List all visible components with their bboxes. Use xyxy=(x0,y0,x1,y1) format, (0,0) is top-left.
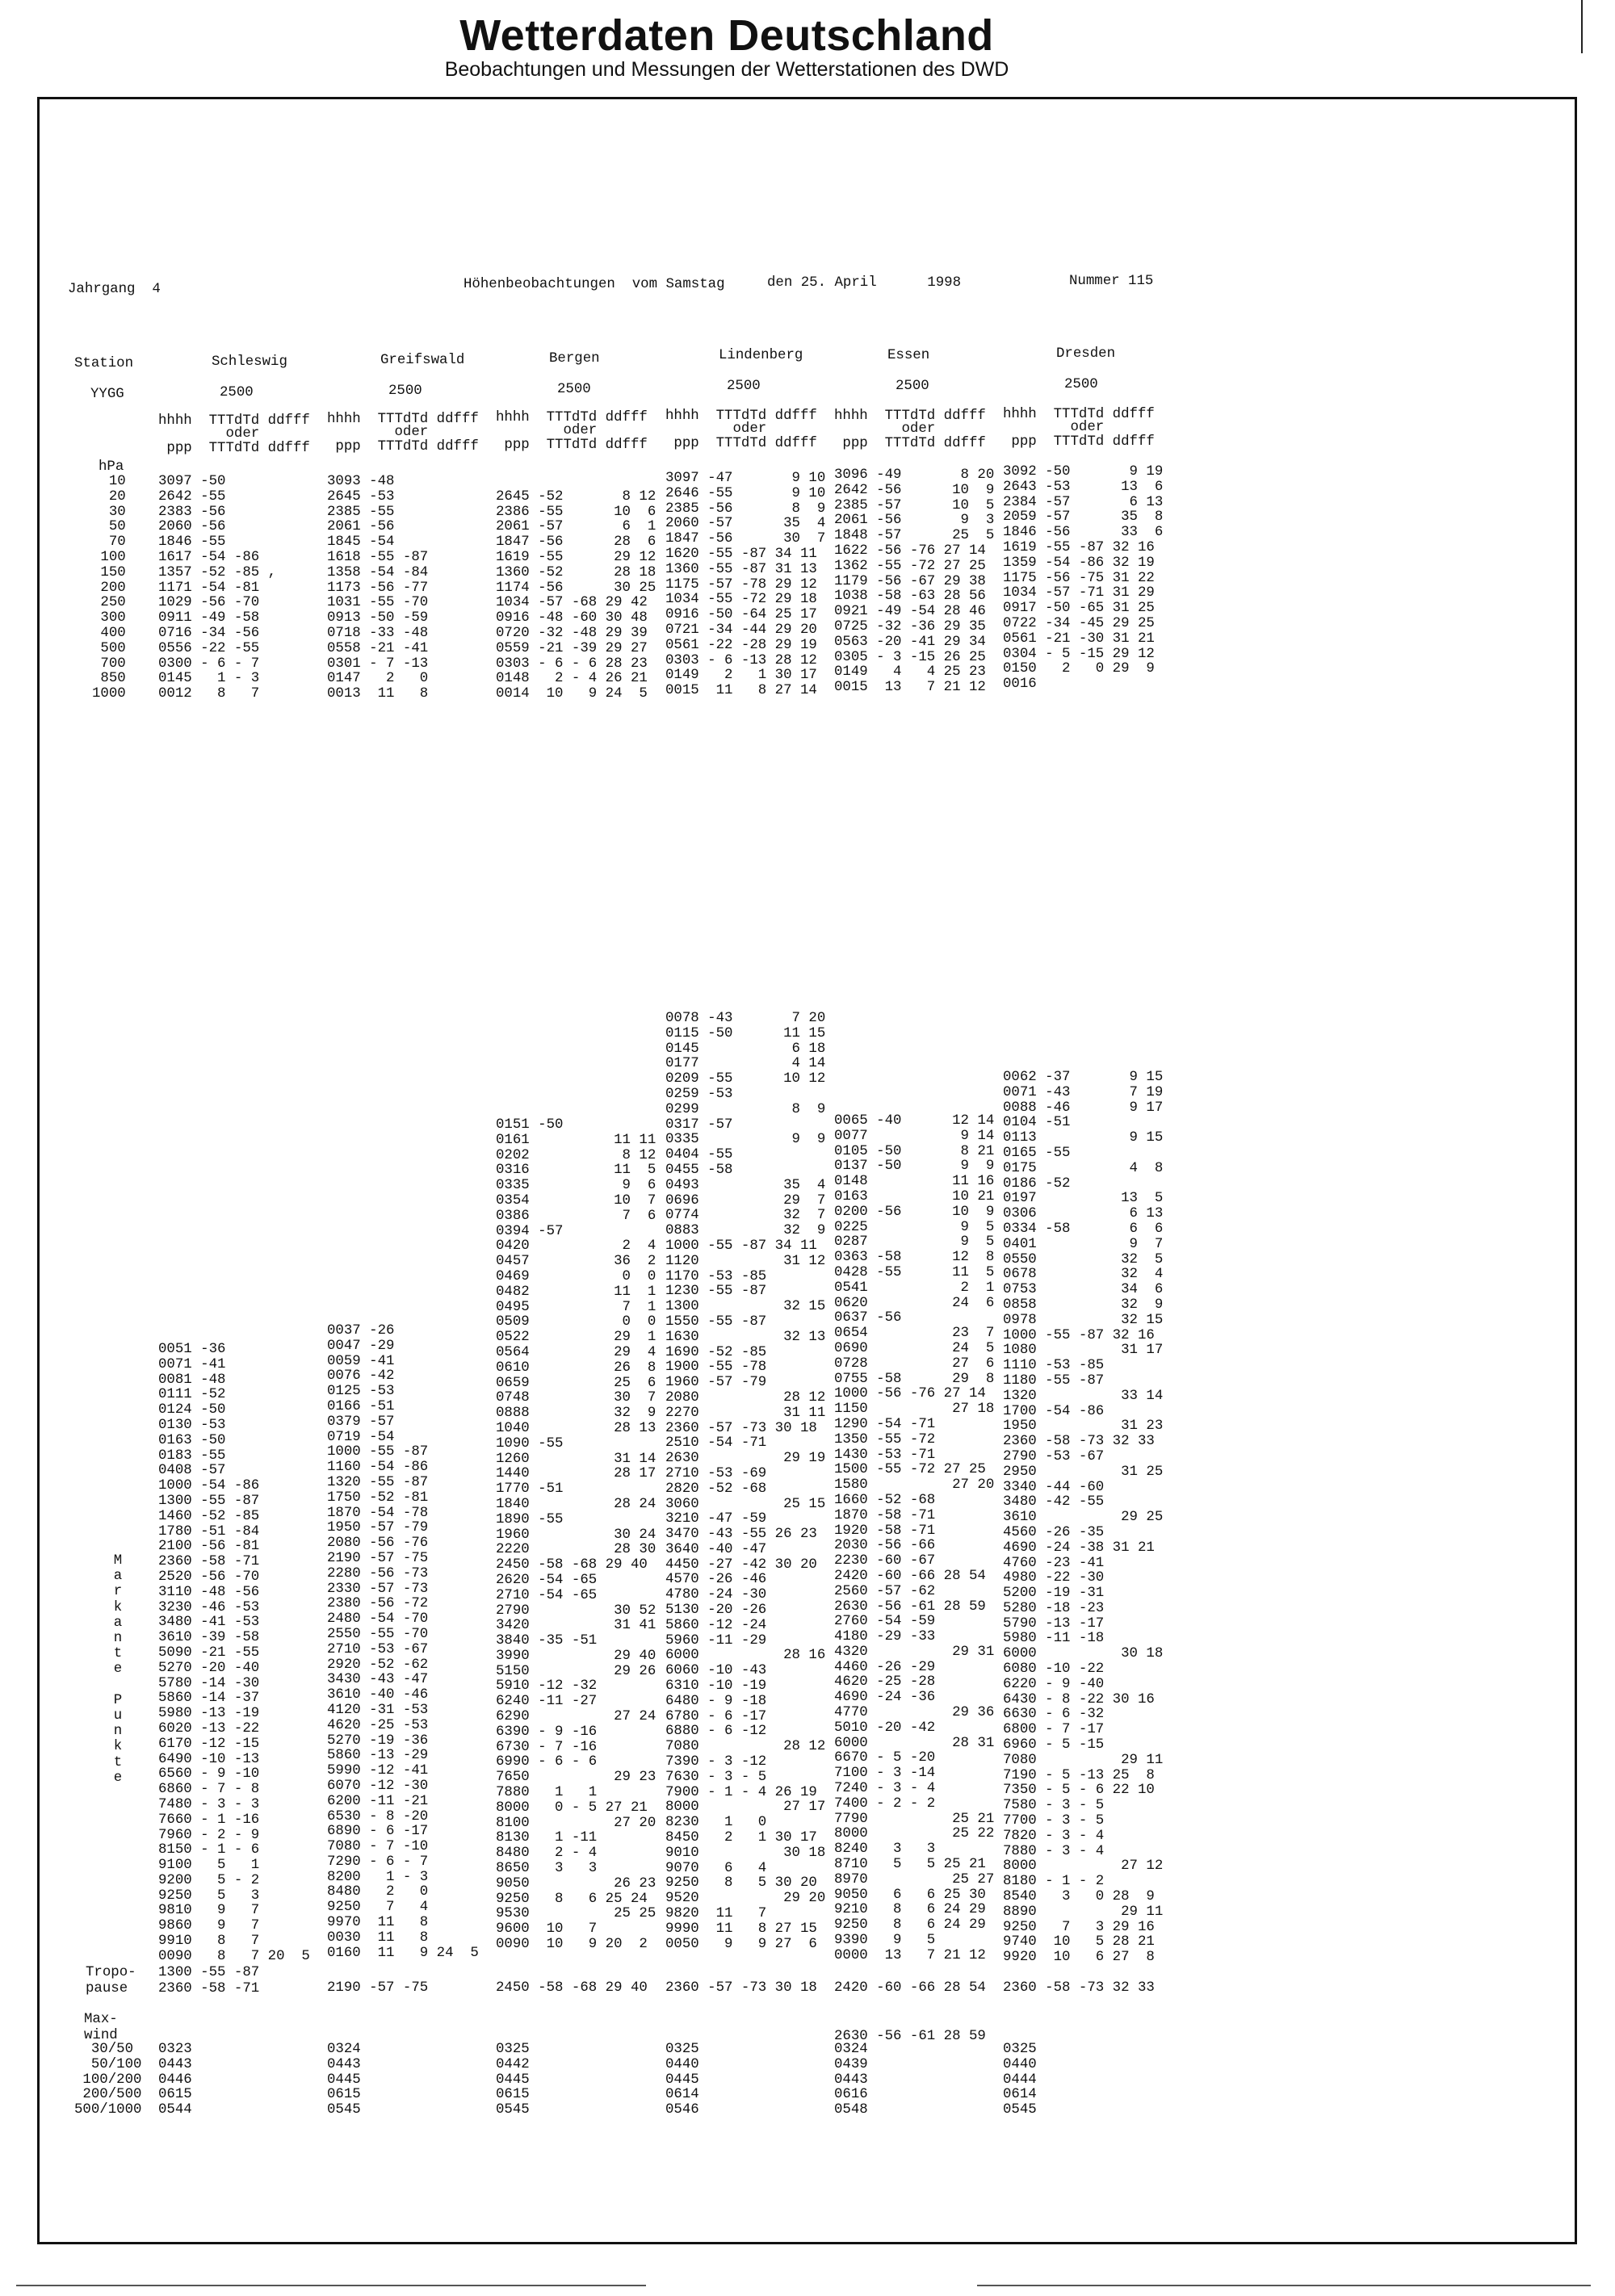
scan-edge-mark xyxy=(977,2285,1591,2286)
jahrgang-label: Jahrgang 4 xyxy=(68,282,161,297)
significant-points-letter: k xyxy=(113,1739,123,1755)
station-name: Lindenberg xyxy=(719,348,803,363)
column-header-ppp: ppp TTTdTd ddfff xyxy=(834,436,986,451)
significant-points-letter: n xyxy=(113,1724,123,1740)
station-name: Essen xyxy=(887,348,930,363)
maxwind-levels: 30/50 50/100 100/200 200/500 500/1000 xyxy=(74,2042,142,2118)
column-header-ppp: ppp TTTdTd ddfff xyxy=(1003,434,1155,450)
significant-points-letter: t xyxy=(113,1754,123,1770)
significant-points-letter: k xyxy=(113,1599,123,1615)
significant-points-block: 0051 -36 0071 -41 0081 -48 0111 -52 0124 -50 0130 -53 0163 -50 0183 -55 0408 -57 1000 -54 -86 1300 -55 -87 1460 -52 -85 1780 -51 -84 2100 -56 -81 2360 -58 -71 2520 -56 -70 3110 -48 -56 3230 -46 -53 3480 -41 -53 3610 -39 -58 5090 -21 -55 5270 -20 -40 5780 -14 -30 5860 -14 -37 5980 -13 -19 6020 -13 -22 6170 -12 -15 6490 -10 -13 6560 - 9 -10 6860 - 7 - 8 7480 - 3 - 3 7660 - 1 -16 7960 - 2 - 9 8150 - 1 - 6 9100 5 1 9200 5 - 2 9250 5 3 9810 9 7 9860 9 7 9910 8 7 0090 8 7 20 5 xyxy=(158,1342,310,1964)
maxwind-label: Max- wind xyxy=(84,2012,118,2043)
station-yygg: 2500 xyxy=(896,379,929,394)
column-header-hhhh: hhhh TTTdTd ddfff xyxy=(834,409,986,424)
issue-number: Nummer 115 xyxy=(1069,274,1154,289)
significant-points-letter: e xyxy=(113,1661,123,1678)
column-header-hhhh: hhhh TTTdTd ddfff xyxy=(327,412,479,427)
station-name: Bergen xyxy=(549,351,600,367)
maxwind-values: 0325 0442 0445 0615 0545 xyxy=(496,2042,530,2118)
column-header-hhhh: hhhh TTTdTd ddfff xyxy=(158,413,310,429)
column-header-oder: oder xyxy=(496,423,598,438)
column-header-oder: oder xyxy=(834,421,936,437)
tropopause-values: 2420 -60 -66 28 54 2630 -56 -61 28 59 xyxy=(834,1980,986,2044)
station-name: Greifswald xyxy=(380,353,465,368)
maxwind-values: 0324 0443 0445 0615 0545 xyxy=(327,2042,361,2118)
column-header-hhhh: hhhh TTTdTd ddfff xyxy=(665,409,817,424)
station-yygg: 2500 xyxy=(1064,377,1098,392)
column-header-ppp: ppp TTTdTd ddfff xyxy=(327,439,479,455)
station-yygg: 2500 xyxy=(388,383,422,399)
corner-mark xyxy=(1581,0,1583,53)
significant-points-block: 0037 -26 0047 -29 0059 -41 0076 -42 0125 -53 0166 -51 0379 -57 0719 -54 1000 -55 -87 1160 -54 -86 1320 -55 -87 1750 -52 -81 1870 -54 -78 1950 -57 -79 2080 -56 -76 2190 -57 -75 2280 -56 -73 2330 -57 -73 2380 -56 -72 2480 -54 -70 2550 -55 -70 2710 -53 -67 2920 -52 -62 3430 -43 -47 3610 -40 -46 4120 -31 -53 4620 -25 -53 5270 -19 -36 5860 -13 -29 5990 -12 -41 6070 -12 -30 6200 -11 -21 6530 - 8 -20 6890 - 6 -17 7080 - 7 -10 7290 - 6 - 7 8200 1 - 3 8480 2 0 9250 7 4 9970 11 8 0030 11 8 0160 11 9 24 5 xyxy=(327,1323,479,1961)
standard-levels-block: 2645 -52 8 12 2386 -55 10 6 2061 -57 6 1 1847 -56 28 6 1619 -55 29 12 1360 -52 28 18 1174 -56 30 25 1034 -57 -68 29 42 0916 -48 -60 30 48 0720 -32 -48 29 39 0559 -21 -39 29 27 0303 - 6 - 6 28 23 0148 2 - 4 26 21 0014 10 9 24 5 xyxy=(496,488,656,702)
maxwind-values: 0323 0443 0446 0615 0544 xyxy=(158,2042,192,2118)
tropopause-label: Tropo- pause xyxy=(86,1965,136,1996)
standard-levels-block: 3096 -49 8 20 2642 -56 10 9 2385 -57 10 5 2061 -56 9 3 1848 -57 25 5 1622 -56 -76 27 14 1362 -55 -72 27 25 1179 -56 -67 29 38 1038 -58 -63 28 56 0921 -49 -54 28 46 0725 -32 -36 29 35 0563 -20 -41 29 34 0305 - 3 -15 26 25 0149 4 4 25 23 0015 13 7 21 12 xyxy=(834,467,995,696)
page-subtitle: Beobachtungen und Messungen der Wetterstationen des DWD xyxy=(444,58,1009,81)
column-header-ppp: ppp TTTdTd ddfff xyxy=(496,438,648,453)
significant-points-letter: n xyxy=(113,1631,123,1646)
standard-levels-block: 3097 -47 9 10 2646 -55 9 10 2385 -56 8 9 2060 -57 35 4 1847 -56 30 7 1620 -55 -87 34 11 1360 -55 -87 31 13 1175 -57 -78 29 12 1034 -55 -72 29 18 0916 -50 -64 25 17 0721 -34 -44 29 20 0561 -22 -28 29 19 0303 - 6 -13 28 12 0149 2 1 30 17 0015 11 8 27 14 xyxy=(665,471,826,699)
significant-points-letter: u xyxy=(113,1708,123,1724)
significant-points-block: 0062 -37 9 15 0071 -43 7 19 0088 -46 9 17 0104 -51 0113 9 15 0165 -55 0175 4 8 0186 -52 0197 13 5 0306 6 13 0334 -58 6 6 0401 9 7 0550 32 5 0678 32 4 0753 34 6 0858 32 9 0978 32 15 1000 -55 -87 32 16 1080 31 17 1110 -53 -85 1180 -55 -87 1320 33 14 1700 -54 -86 1950 31 23 2360 -58 -73 32 33 2790 -53 -67 2950 31 25 3340 -44 -60 3480 -42 -55 3610 29 25 4560 -26 -35 4690 -24 -38 31 21 4760 -23 -41 4980 -22 -30 5200 -19 -31 5280 -18 -23 5790 -13 -17 5980 -11 -18 6000 30 18 6080 -10 -22 6220 - 9 -40 6430 - 8 -22 30 16 6630 - 6 -32 6800 - 7 -17 6960 - 5 -15 7080 29 11 7190 - 5 -13 25 8 7350 - 5 - 6 22 10 7580 - 3 - 5 7700 - 3 - 5 7820 - 3 - 4 7880 - 3 - 4 8000 27 12 8180 - 1 - 2 8540 3 0 28 9 8890 29 11 9250 7 3 29 16 9740 10 5 28 21 9920 10 6 27 8 xyxy=(1003,1070,1164,1966)
station-yygg: 2500 xyxy=(727,379,761,394)
standard-levels-block: 3092 -50 9 19 2643 -53 13 6 2384 -57 6 13 2059 -57 35 8 1846 -56 33 6 1619 -55 -87 32 16 1359 -54 -86 32 19 1175 -56 -75 31 22 1034 -57 -71 31 29 0917 -50 -65 31 25 0722 -34 -45 29 25 0561 -21 -30 31 21 0304 - 5 -15 29 12 0150 2 0 29 9 0016 xyxy=(1003,464,1164,693)
tropopause-values: 2360 -58 -73 32 33 xyxy=(1003,1980,1155,1996)
significant-points-block: 0078 -43 7 20 0115 -50 11 15 0145 6 18 0177 4 14 0209 -55 10 12 0259 -53 0299 8 9 0317 -57 0335 9 9 0404 -55 0455 -58 0493 35 4 0696 29 7 0774 32 7 0883 32 9 1000 -55 -87 34 11 1120 31 12 1170 -53 -85 1230 -55 -87 1300 32 15 1550 -55 -87 1630 32 13 1690 -52 -85 1900 -55 -78 1960 -57 -79 2080 28 12 2270 31 11 2360 -57 -73 30 18 2510 -54 -71 2630 29 19 2710 -53 -69 2820 -52 -68 3060 25 15 3210 -47 -59 3470 -43 -55 26 23 3640 -40 -47 4450 -27 -42 30 20 4570 -26 -46 4780 -24 -30 5130 -20 -26 5860 -12 -24 5960 -11 -29 6000 28 16 6060 -10 -43 6310 -10 -19 6480 - 9 -18 6780 - 6 -17 6880 - 6 -12 7080 28 12 7390 - 3 -12 7630 - 3 - 5 7900 - 1 - 4 26 19 8000 27 17 8230 1 0 8450 2 1 30 17 9010 30 18 9070 6 4 9250 8 5 30 20 9520 29 20 9820 11 7 9990 11 8 27 15 0050 9 9 27 6 xyxy=(665,1011,826,1952)
column-header-oder: oder xyxy=(158,426,260,442)
station-name: Dresden xyxy=(1056,346,1116,362)
tropopause-values: 2450 -58 -68 29 40 xyxy=(496,1980,648,1996)
tropopause-values: 2360 -57 -73 30 18 xyxy=(665,1980,817,1996)
column-header-ppp: ppp TTTdTd ddfff xyxy=(158,441,310,456)
significant-points-letter: a xyxy=(113,1615,123,1631)
tropopause-values: 2190 -57 -75 xyxy=(327,1980,429,1996)
tropopause-values: 1300 -55 -87 2360 -58 -71 xyxy=(158,1965,260,1996)
significant-points-letter: t xyxy=(113,1646,123,1662)
significant-points-block: 0065 -40 12 14 0077 9 14 0105 -50 8 21 0137 -50 9 9 0148 11 16 0163 10 21 0200 -56 10 9 0225 9 5 0287 9 5 0363 -58 12 8 0428 -55 11 5 0541 2 1 0620 24 6 0637 -56 0654 23 7 0690 24 5 0728 27 6 0755 -58 29 8 1000 -56 -76 27 14 1150 27 18 1290 -54 -71 1350 -55 -72 1430 -53 -71 1500 -55 -72 27 25 1580 27 20 1660 -52 -68 1870 -58 -71 1920 -58 -71 2030 -56 -66 2230 -60 -67 2420 -60 -66 28 54 2560 -57 -62 2630 -56 -61 28 59 2760 -54 -59 4180 -29 -33 4320 29 31 4460 -26 -29 4620 -25 -28 4690 -24 -36 4770 29 36 5010 -20 -42 6000 28 31 6670 - 5 -20 7100 - 3 -14 7240 - 3 - 4 7400 - 2 - 2 7790 25 21 8000 25 22 8240 3 3 8710 5 5 25 21 8970 25 27 9050 6 6 25 30 9210 8 6 24 29 9250 8 6 24 29 9390 9 5 0000 13 7 21 12 xyxy=(834,1113,995,1963)
standard-levels-block: 3097 -50 2642 -55 2383 -56 2060 -56 1846 -55 1617 -54 -86 1357 -52 -85 , 1171 -54 -81 1029 -56 -70 0911 -49 -58 0716 -34 -56 0556 -22 -55 0300 - 6 - 7 0145 1 - 3 0012 8 7 xyxy=(158,474,277,702)
maxwind-values: 0324 0439 0443 0616 0548 xyxy=(834,2042,868,2118)
column-header-hhhh: hhhh TTTdTd ddfff xyxy=(496,410,648,425)
significant-points-letter: r xyxy=(113,1584,123,1600)
report-date: den 25. April 1998 xyxy=(767,275,962,291)
significant-points-letter: M xyxy=(113,1553,123,1569)
station-yygg: 2500 xyxy=(220,385,254,400)
significant-points-letter: a xyxy=(113,1569,123,1585)
standard-levels-block: 3093 -48 2645 -53 2385 -55 2061 -56 1845 -54 1618 -55 -87 1358 -54 -84 1173 -56 -77 1031 -55 -70 0913 -50 -59 0718 -33 -48 0558 -21 -41 0301 - 7 -13 0147 2 0 0013 11 8 xyxy=(327,474,429,702)
significant-points-block: 0151 -50 0161 11 11 0202 8 12 0316 11 5 0335 9 6 0354 10 7 0386 7 6 0394 -57 0420 2 4 0457 36 2 0469 0 0 0482 11 1 0495 7 1 0509 0 0 0522 29 1 0564 29 4 0610 26 8 0659 25 6 0748 30 7 0888 32 9 1040 28 13 1090 -55 1260 31 14 1440 28 17 1770 -51 1840 28 24 1890 -55 1960 30 24 2220 28 30 2450 -58 -68 29 40 2620 -54 -65 2710 -54 -65 2790 30 52 3420 31 41 3840 -35 -51 3990 29 40 5150 29 26 5910 -12 -32 6240 -11 -27 6290 27 24 6390 - 9 -16 6730 - 7 -16 6990 - 6 - 6 7650 29 23 7880 1 1 8000 0 - 5 27 21 8100 27 20 8130 1 -11 8480 2 - 4 8650 3 3 9050 26 23 9250 8 6 25 24 9530 25 25 9600 10 7 0090 10 9 20 2 xyxy=(496,1117,656,1953)
maxwind-values: 0325 0440 0444 0614 0545 xyxy=(1003,2042,1037,2118)
maxwind-values: 0325 0440 0445 0614 0546 xyxy=(665,2042,699,2118)
significant-points-letter: P xyxy=(113,1692,123,1708)
yygg-label: YYGG xyxy=(90,387,124,402)
report-title: Höhenbeobachtungen vom Samstag xyxy=(464,277,725,292)
hpa-levels: 10 20 30 50 70 100 150 200 250 300 400 500 700 850 1000 xyxy=(92,474,126,702)
station-yygg: 2500 xyxy=(557,382,591,397)
scan-edge-mark xyxy=(16,2285,646,2286)
column-header-oder: oder xyxy=(327,425,429,440)
hpa-label: hPa xyxy=(99,459,124,475)
station-label: Station xyxy=(74,356,134,371)
column-header-ppp: ppp TTTdTd ddfff xyxy=(665,436,817,451)
column-header-hhhh: hhhh TTTdTd ddfff xyxy=(1003,407,1155,422)
page-title: Wetterdaten Deutschland xyxy=(459,11,994,60)
station-name: Schleswig xyxy=(212,354,287,370)
significant-points-letter: e xyxy=(113,1770,123,1786)
column-header-oder: oder xyxy=(665,421,767,437)
column-header-oder: oder xyxy=(1003,420,1105,435)
